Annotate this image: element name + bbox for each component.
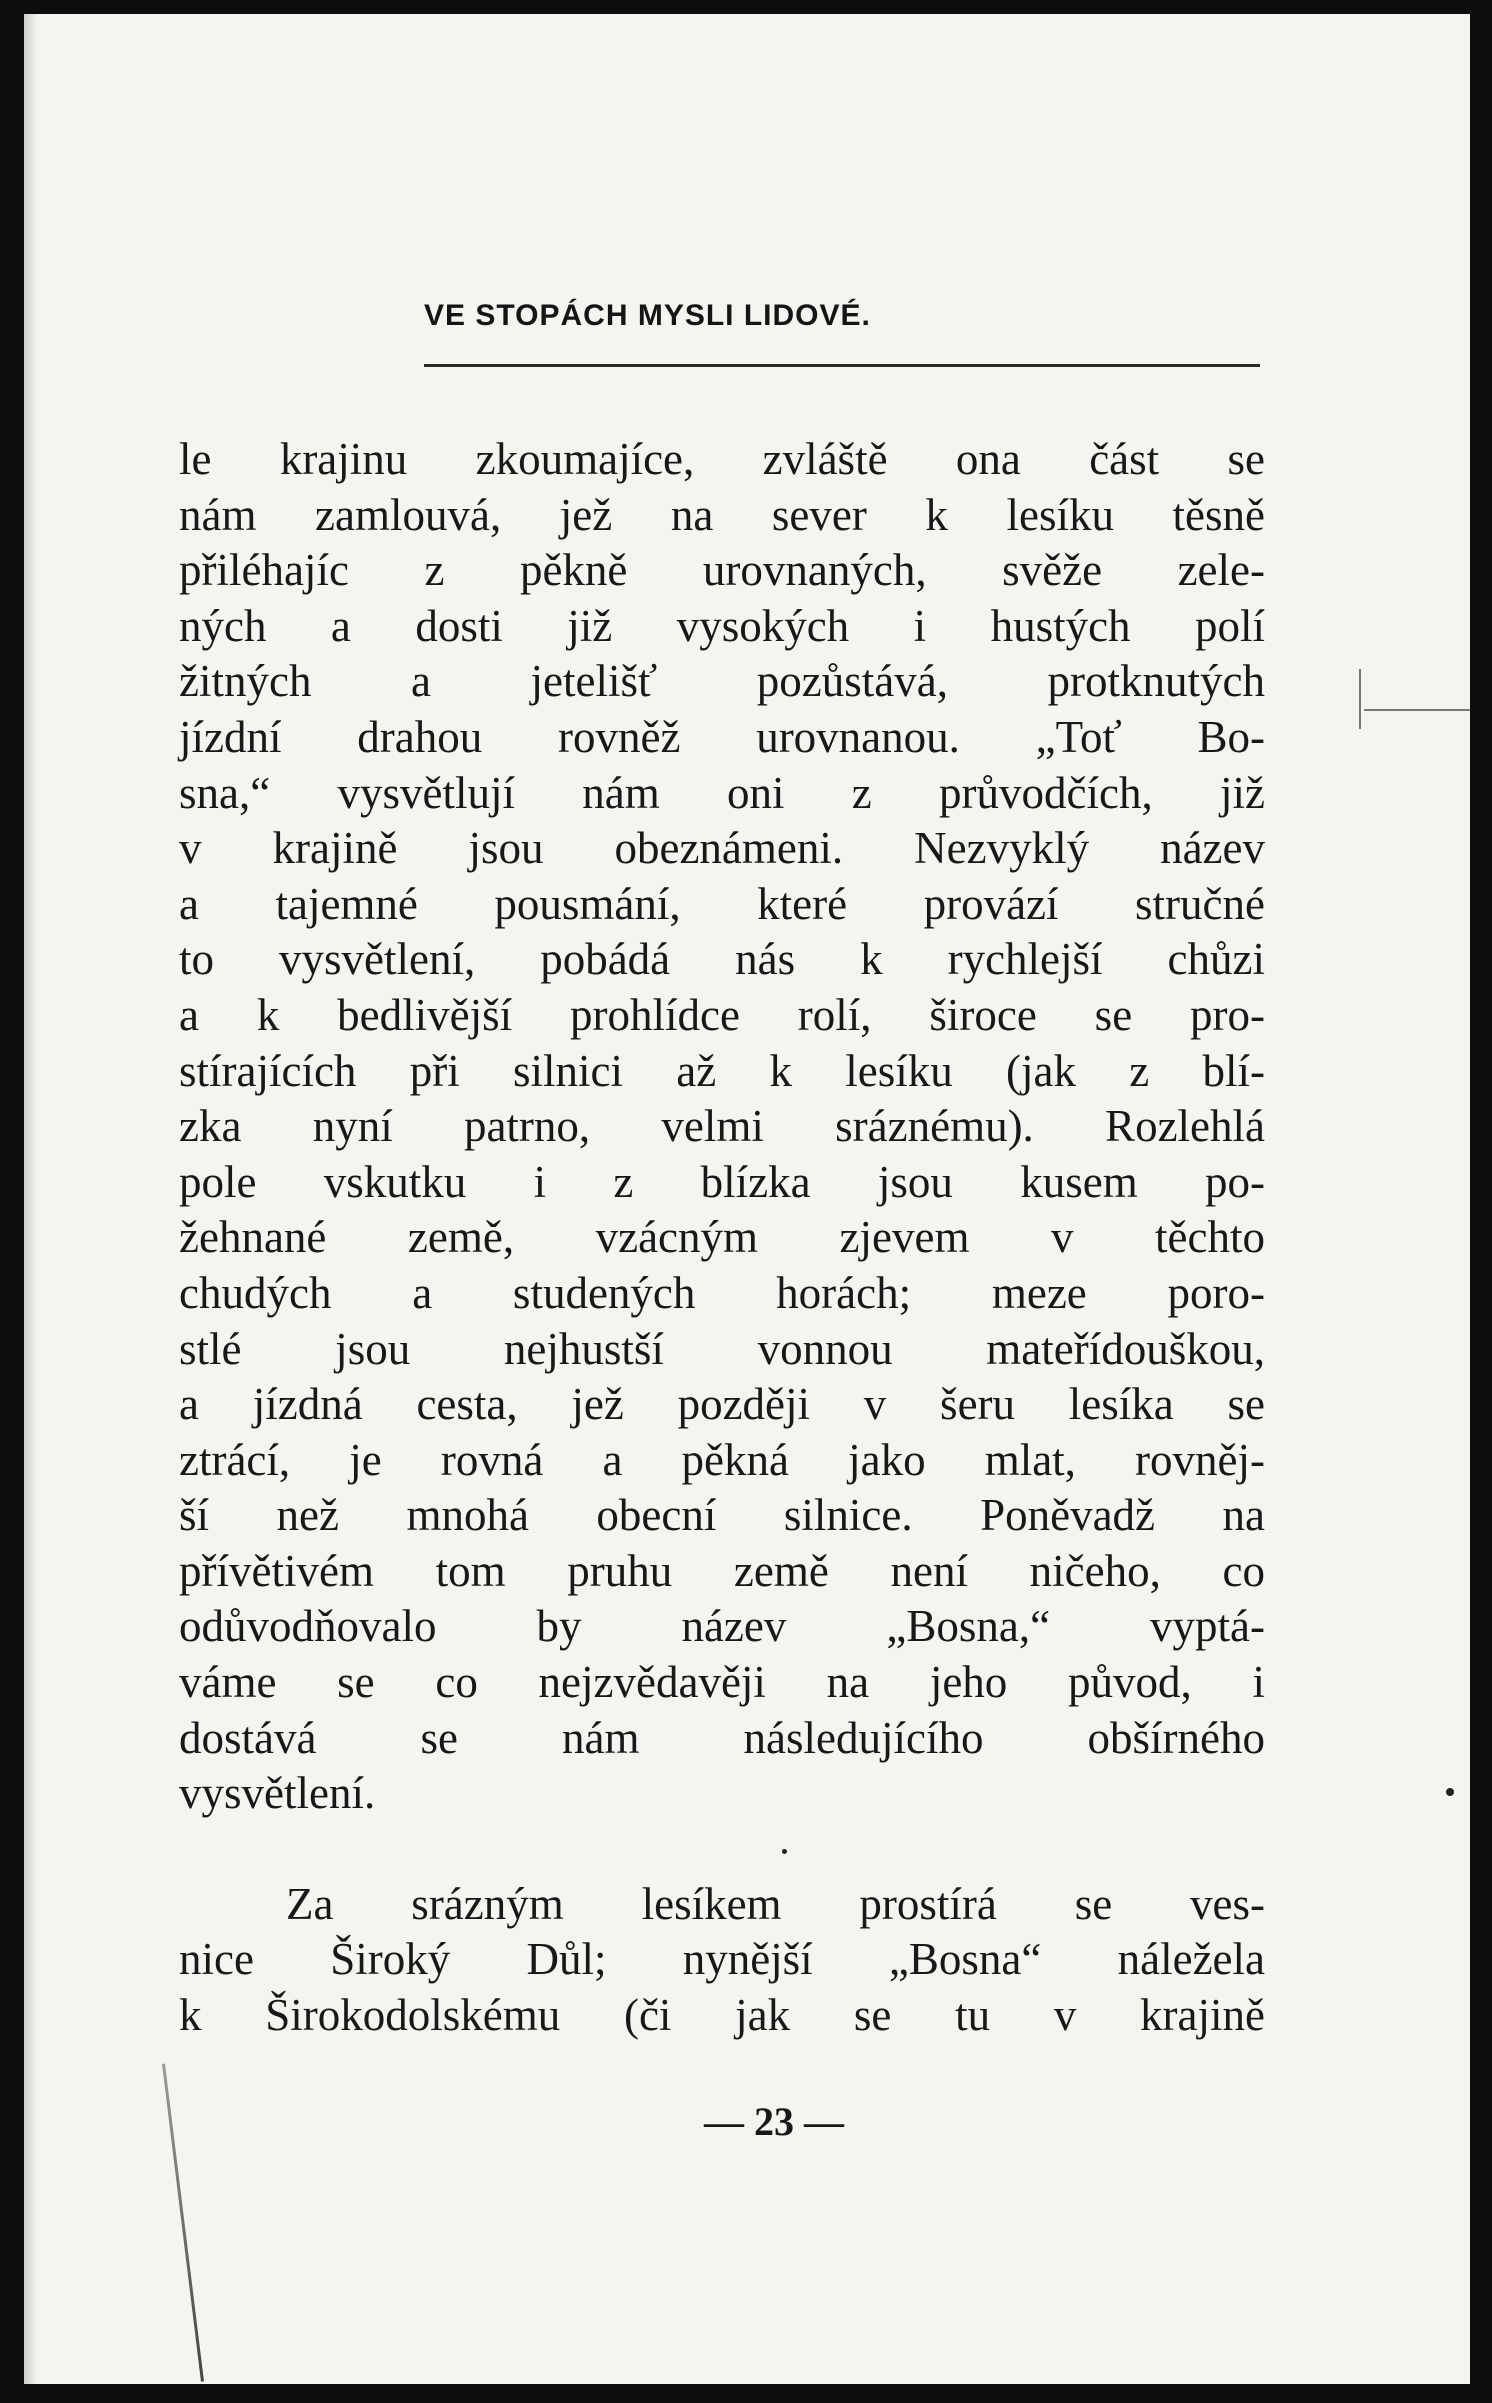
crop-mark [1359, 669, 1361, 729]
text-line: le krajinu zkoumajíce, zvláště ona část se [179, 434, 1265, 484]
text-line: odůvodňovalo by název „Bosna,“ vyptá- [179, 1601, 1265, 1652]
paragraph-2 [179, 1877, 1265, 2044]
text-line: chudých a studených horách; meze poro- [179, 1267, 1265, 1318]
text-line: ných a dosti již vysokých i hustých polí [179, 600, 1265, 651]
scan-artifact-dot [1446, 1788, 1454, 1796]
running-head: VE STOPÁCH MYSLI LIDOVÉ. [424, 299, 871, 332]
text-line: Za srázným lesíkem prostírá se ves- [286, 1878, 1265, 1929]
scanned-page [24, 14, 1470, 2384]
paragraph-1 [179, 432, 1265, 1822]
text-line: žehnané země, vzácným zjevem v těchto [179, 1212, 1265, 1263]
text-line: jízdní drahou rovněž urovnanou. „Toť Bo- [179, 711, 1265, 762]
text-line: zka nyní patrno, velmi sráznému). Rozlehlá [179, 1101, 1265, 1152]
text-line: přiléhajíc z pěkně urovnaných, svěže zele- [179, 545, 1265, 596]
text-line: přívětivém tom pruhu země není ničeho, co [179, 1545, 1265, 1596]
text-line: pole vskutku i z blízka jsou kusem po- [179, 1156, 1265, 1207]
text-line: to vysvětlení, pobádá nás k rychlejší chůzi [179, 934, 1265, 985]
text-line: v krajině jsou obeznámeni. Nezvyklý název [179, 823, 1265, 874]
text-line: ší než mnohá obecní silnice. Poněvadž na [179, 1490, 1265, 1541]
running-head-rule [424, 364, 1260, 367]
text-line: sna,“ vysvětlují nám oni z průvodčích, již [179, 767, 1265, 818]
page-edge-shadow [24, 14, 38, 2384]
page-number: — 23 — [704, 2099, 844, 2144]
text-line: nám zamlouvá, jež na sever k lesíku těsně [179, 489, 1265, 540]
text-line: žitných a jetelišť pozůstává, protknutých [179, 656, 1265, 707]
text-line: nice Široký Důl; nynější „Bosna“ náležela [179, 1934, 1265, 1985]
text-line: dostává se nám následujícího obšírného [179, 1712, 1265, 1763]
text-line: a tajemné pousmání, které provází stručné [179, 878, 1265, 929]
paragraph-gap [179, 1822, 1265, 1877]
body-text [179, 432, 1265, 2044]
text-line: a jízdná cesta, jež později v šeru lesíka se [179, 1379, 1265, 1430]
text-line: k Širokodolskému (či jak se tu v krajině [179, 1990, 1265, 2041]
text-line: stírajících při silnici až k lesíku (jak z blí- [179, 1045, 1265, 1096]
text-line: ztrácí, je rovná a pěkná jako mlat, rovněj- [179, 1434, 1265, 1485]
scan-artifact-dot [782, 1849, 787, 1854]
crop-mark [1364, 709, 1470, 711]
text-line: a k bedlivější prohlídce rolí, široce se pro- [179, 989, 1265, 1040]
text-line: váme se co nejzvědavěji na jeho původ, i [179, 1657, 1265, 1708]
text-line: vysvětlení. [179, 1768, 376, 1819]
text-line: stlé jsou nejhustší vonnou mateřídouškou, [179, 1323, 1265, 1374]
